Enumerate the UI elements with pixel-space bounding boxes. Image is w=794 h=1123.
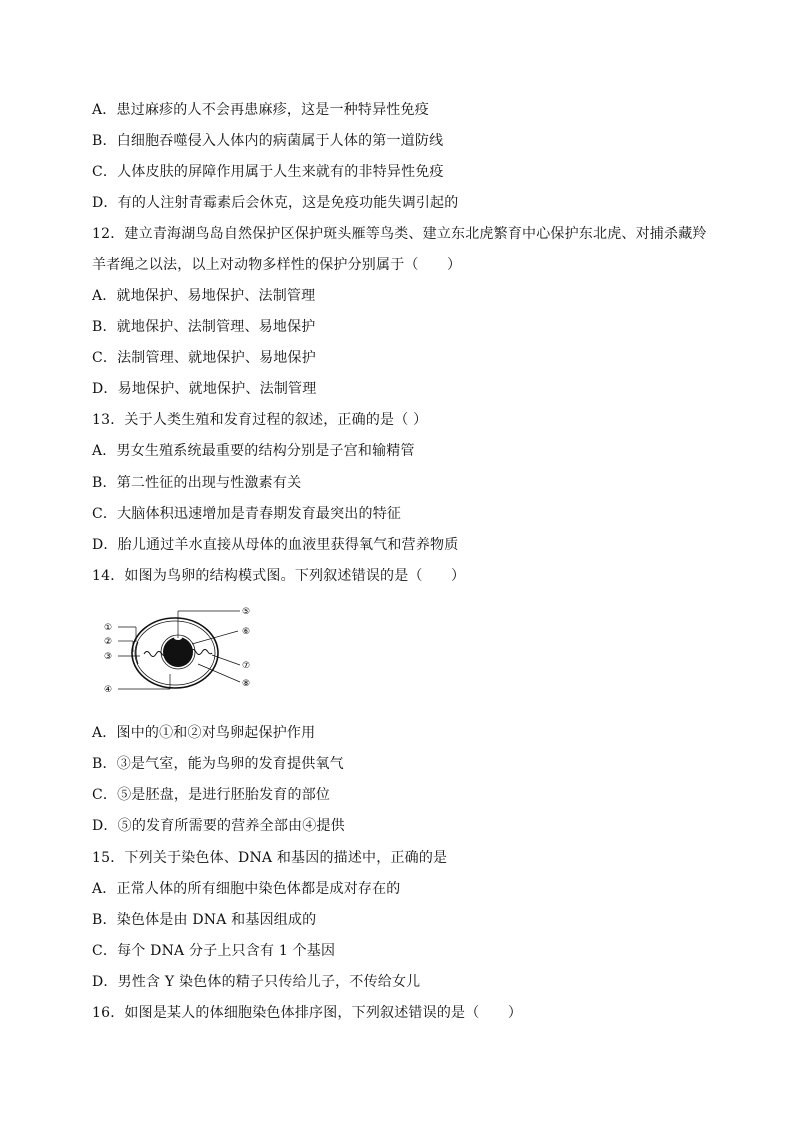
q14-option-d: D．⑤的发育所需要的营养全部由④提供 [92,818,345,834]
bird-egg-diagram [100,602,270,702]
q12-stem-line2: 羊者绳之以法，以上对动物多样性的保护分别属于（ ） [92,257,462,273]
q13-option-c: C．大脑体积迅速增加是青春期发育最突出的特征 [92,506,402,522]
q13-stem: 13．关于人类生殖和发育过程的叙述，正确的是（ ） [92,412,428,428]
q15-option-b: B．染色体是由 DNA 和基因组成的 [92,912,317,928]
figure-label-5: ⑤ [242,607,251,617]
figure-label-2: ② [104,637,113,647]
q15-option-a: A．正常人体的所有细胞中染色体都是成对存在的 [92,881,401,897]
figure-label-4: ④ [104,685,113,695]
q15-option-d: D．男性含 Y 染色体的精子只传给儿子，不传给女儿 [92,974,421,990]
figure-label-7: ⑦ [242,661,251,671]
q14-option-b: B．③是气室，能为鸟卵的发育提供氧气 [92,756,344,772]
q12-option-a: A．就地保护、易地保护、法制管理 [92,288,316,304]
q13-option-a: A．男女生殖系统最重要的结构分别是子宫和输精管 [92,443,415,459]
figure-label-6: ⑥ [242,627,251,637]
chalaza-right [190,650,212,655]
q15-option-c: C．每个 DNA 分子上只含有 1 个基因 [92,943,336,959]
q14-option-a: A．图中的①和②对鸟卵起保护作用 [92,725,316,741]
q12-option-b: B．就地保护、法制管理、易地保护 [92,319,316,335]
q11-option-c: C．人体皮肤的屏障作用属于人生来就有的非特异性免疫 [92,164,444,180]
q14-option-c: C．⑤是胚盘，是进行胚胎发育的部位 [92,787,331,803]
q13-option-d: D．胎儿通过羊水直接从母体的血液里获得氧气和营养物质 [92,537,459,553]
figure-label-3: ③ [104,652,113,662]
q14-stem: 14．如图为鸟卵的结构模式图。下列叙述错误的是（ ） [92,568,466,584]
q11-option-d: D．有的人注射青霉素后会休克，这是免疫功能失调引起的 [92,195,459,211]
q11-option-a: A．患过麻疹的人不会再患麻疹，这是一种特异性免疫 [92,102,429,118]
chalaza-left [144,652,166,657]
q11-option-b: B．白细胞吞噬侵入人体内的病菌属于人体的第一道防线 [92,133,444,149]
figure-label-1: ① [104,623,113,633]
q15-stem: 15．下列关于染色体、DNA 和基因的描述中，正确的是 [92,850,448,866]
q12-stem-line1: 12．建立青海湖鸟岛自然保护区保护斑头雁等鸟类、建立东北虎繁育中心保护东北虎、对捕杀藏羚 [92,226,707,242]
q12-option-d: D．易地保护、就地保护、法制管理 [92,381,317,397]
q16-stem: 16．如图是某人的体细胞染色体排序图，下列叙述错误的是（ ） [92,1005,523,1021]
q13-option-b: B．第二性征的出现与性激素有关 [92,475,302,491]
figure-label-8: ⑧ [242,679,251,689]
egg-yolk [163,637,193,667]
q12-option-c: C．法制管理、就地保护、易地保护 [92,350,316,366]
